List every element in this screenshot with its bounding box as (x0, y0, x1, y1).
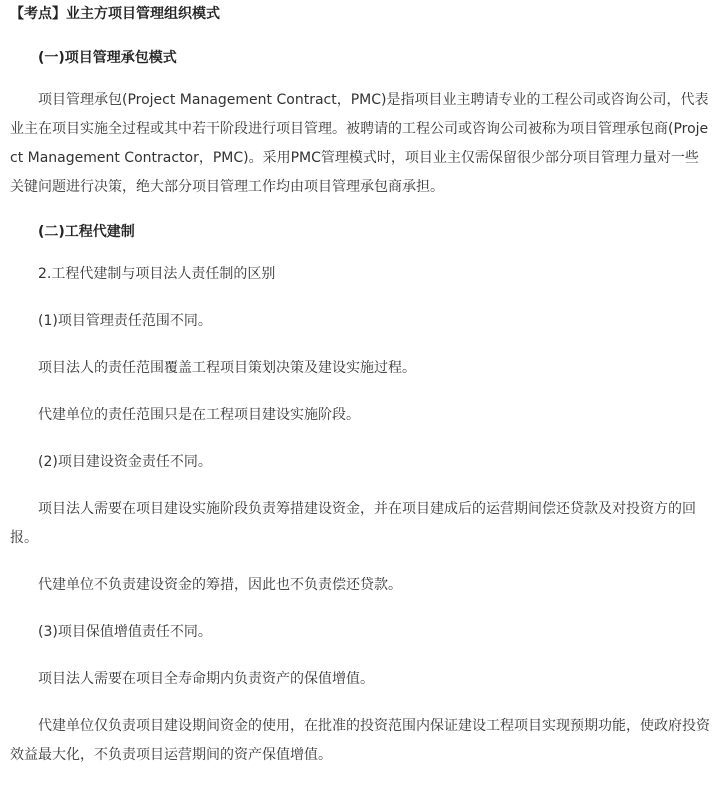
subheading-differences: 2.工程代建制与项目法人责任制的区别 (38, 266, 276, 282)
difference-item: 项目法人需要在项目建设实施阶段负责筹措建设资金，并在项目建成后的运营期间偿还贷款及对投资方的回报。 (10, 501, 696, 546)
difference-item: 代建单位不负责建设资金的筹措，因此也不负责偿还贷款。 (38, 577, 402, 593)
section-heading-pmc: (一)项目管理承包模式 (38, 50, 177, 66)
difference-item: (1)项目管理责任范围不同。 (38, 313, 212, 329)
difference-item: 项目法人的责任范围覆盖工程项目策划决策及建设实施过程。 (38, 360, 416, 376)
difference-item: 项目法人需要在项目全寿命期内负责资产的保值增值。 (38, 671, 374, 687)
difference-item: (3)项目保值增值责任不同。 (38, 624, 212, 640)
section-heading-agent-construction: (二)工程代建制 (38, 224, 135, 240)
difference-item: 代建单位仅负责项目建设期间资金的使用，在批准的投资范围内保证建设工程项目实现预期功能，使政府投资效益最大化，不负责项目运营期间的资产保值增值。 (10, 718, 710, 763)
difference-item: (2)项目建设资金责任不同。 (38, 454, 212, 470)
paragraph-pmc-definition: 项目管理承包(Project Management Contract，PMC)是指项目业主聘请专业的工程公司或咨询公司，代表业主在项目实施全过程或其中若干阶段进行项目管理。被聘请的工程公司或咨询公司被称为项目管理承包商(Project Management Contractor，PMC)。采用PMC管理模式时，项目业主仅需保留很少部分项目管理力量对一些关键问题进行决策，绝大部分项目管理工作均由项目管理承包商承担。 (10, 92, 709, 195)
difference-item: 代建单位的责任范围只是在工程项目建设实施阶段。 (38, 407, 360, 423)
page-title: 【考点】业主方项目管理组织模式 (10, 6, 220, 22)
